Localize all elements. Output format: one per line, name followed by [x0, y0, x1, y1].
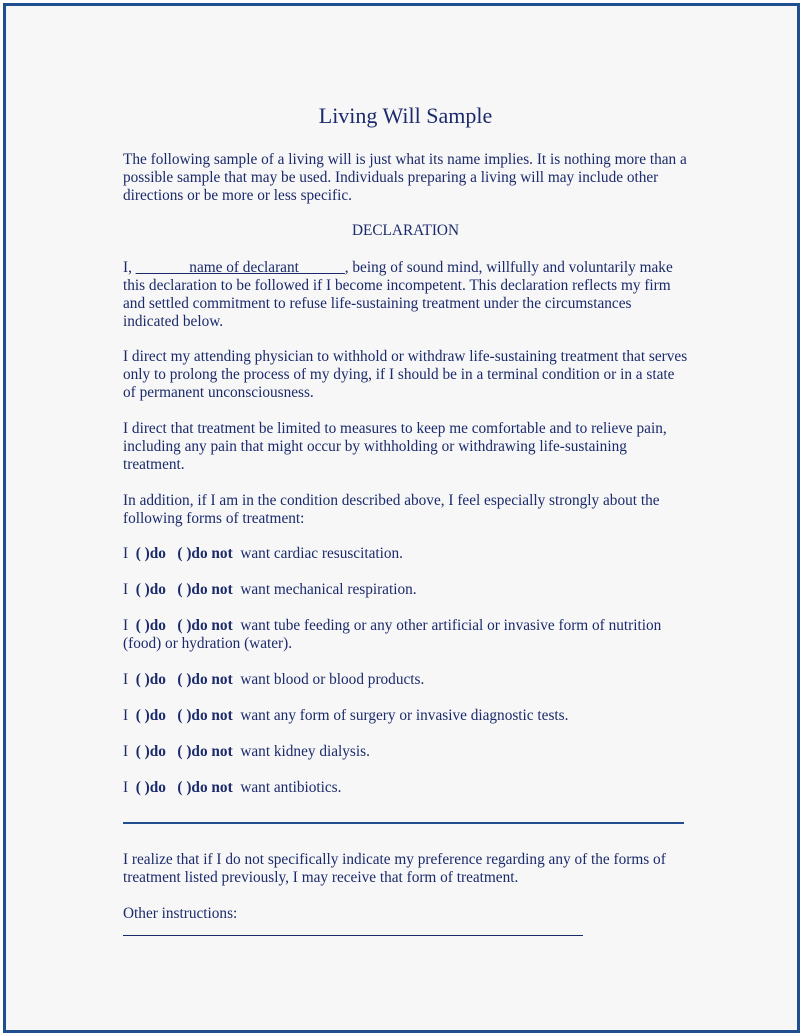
choice-text: want tube feeding or any other artificial or invasive form of nutrition (food) or hydration (water). [123, 617, 662, 652]
treatment-choice-blood [123, 671, 688, 689]
declarant-prefix: I, [123, 259, 136, 276]
choice-text: want cardiac resuscitation. [240, 545, 403, 562]
document-page [3, 3, 800, 1033]
intro-paragraph: The following sample of a living will is just what its name implies. It is nothing more than a possible sample that may be used. Individuals preparing a living will may include other directions or be more or less specific. [123, 151, 687, 204]
choice-text: want mechanical respiration. [240, 581, 417, 598]
do-checkbox[interactable]: ( )do [135, 617, 166, 634]
do-checkbox[interactable]: ( )do [135, 707, 166, 724]
treatment-choice-surgery [123, 707, 688, 725]
treatment-choice-dialysis [123, 743, 688, 761]
page-title: Living Will Sample [318, 103, 493, 128]
do-checkbox[interactable]: ( )do [135, 743, 166, 760]
treatment-choice-cardiac [123, 545, 688, 563]
choice-subject: I [123, 617, 129, 634]
choice-subject: I [123, 671, 129, 688]
choice-text: want blood or blood products. [240, 671, 425, 688]
do-not-checkbox[interactable]: ( )do not [177, 545, 233, 562]
choice-subject: I [123, 707, 129, 724]
choice-subject: I [123, 743, 129, 760]
other-instructions-label: Other instructions: [123, 905, 238, 922]
do-not-checkbox[interactable]: ( )do not [177, 671, 233, 688]
addition-paragraph: In addition, if I am in the condition described above, I feel especially strongly about the following forms of treatment: [123, 492, 660, 527]
choice-text: want kidney dialysis. [240, 743, 370, 760]
treatment-choice-respiration [123, 581, 688, 599]
choice-text: want any form of surgery or invasive diagnostic tests. [240, 707, 569, 724]
do-checkbox[interactable]: ( )do [135, 581, 166, 598]
do-checkbox[interactable]: ( )do [135, 671, 166, 688]
section-divider [123, 822, 684, 824]
other-instructions-line[interactable] [123, 935, 583, 936]
do-not-checkbox[interactable]: ( )do not [177, 617, 233, 634]
declarant-paragraph [123, 259, 688, 331]
realize-paragraph: I realize that if I do not specifically indicate my preference regarding any of the forms of treatment listed previously, I may receive that form of treatment. [123, 851, 666, 886]
declarant-suffix: , being of sound mind, willfully and voluntarily make this declaration to be followed if I become incompetent. This declaration reflects my firm and settled commitment to refuse life-sustaining treatment under the circumstances indicated below. [123, 259, 673, 330]
declarant-name-blank[interactable]: _______name of declarant______ [135, 259, 345, 276]
do-not-checkbox[interactable]: ( )do not [177, 779, 233, 796]
do-checkbox[interactable]: ( )do [135, 545, 166, 562]
do-not-checkbox[interactable]: ( )do not [177, 707, 233, 724]
do-not-checkbox[interactable]: ( )do not [177, 743, 233, 760]
choice-text: want antibiotics. [240, 779, 342, 796]
do-checkbox[interactable]: ( )do [135, 779, 166, 796]
comfort-paragraph: I direct that treatment be limited to measures to keep me comfortable and to relieve pain, including any pain that might occur by withholding or withdrawing life-sustaining treatment. [123, 420, 667, 473]
choice-subject: I [123, 779, 129, 796]
treatment-choice-tube-feeding [123, 617, 688, 653]
treatment-choice-antibiotics [123, 779, 688, 797]
withhold-paragraph: I direct my attending physician to withhold or withdraw life-sustaining treatment that serves only to prolong the process of my dying, if I should be in a terminal condition or in a state of permanent unconsciousness. [123, 348, 688, 401]
declaration-heading: DECLARATION [351, 222, 460, 239]
choice-subject: I [123, 581, 129, 598]
do-not-checkbox[interactable]: ( )do not [177, 581, 233, 598]
choice-subject: I [123, 545, 129, 562]
